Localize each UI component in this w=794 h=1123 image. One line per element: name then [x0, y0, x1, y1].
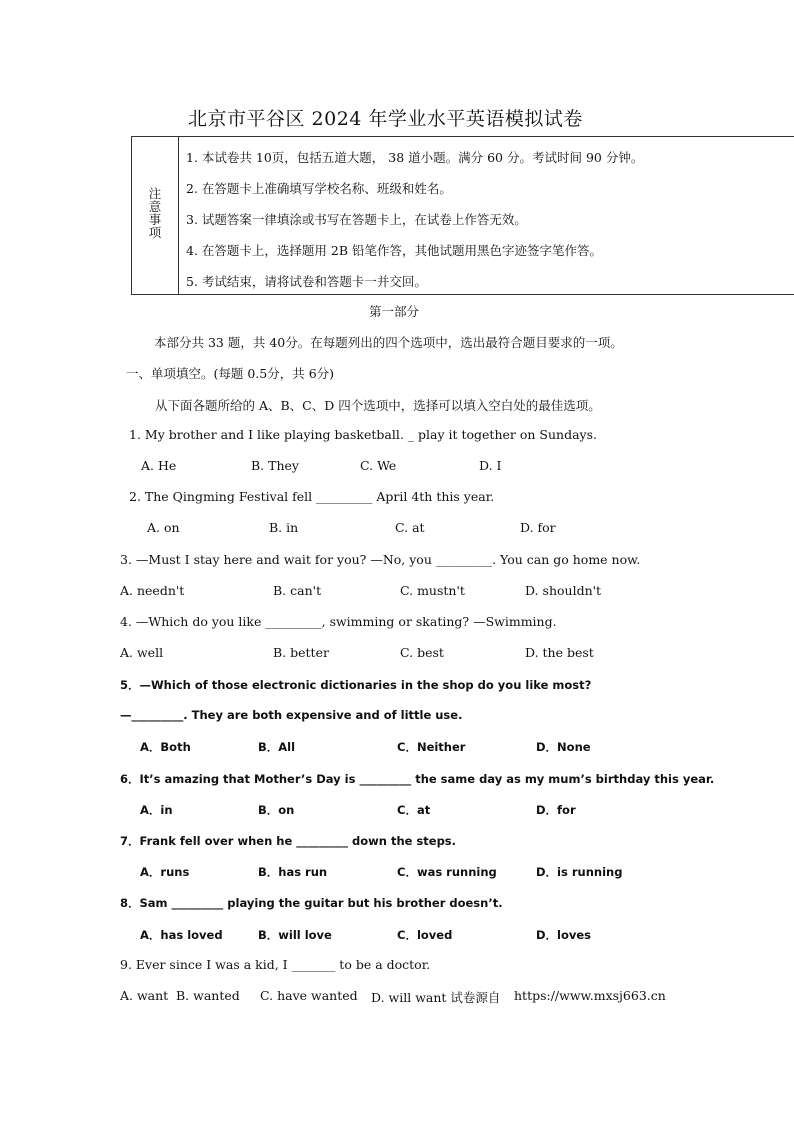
option-a: A. He — [141, 458, 177, 473]
option-c: C．Neither — [397, 740, 466, 754]
option-c: C. We — [360, 458, 397, 473]
option-d: D. will want 试卷源自 — [371, 990, 501, 1005]
option-b: B. wanted — [176, 988, 240, 1003]
option-b: B. in — [269, 520, 299, 535]
question-stem: 4. —Which do you like _________, swimming or skating? —Swimming. — [120, 614, 557, 629]
option-c: C．was running — [397, 865, 497, 879]
option-d: D．None — [536, 740, 591, 754]
notice-item: 1. 本试卷共 10页，包括五道大题， 38 道小题。满分 60 分。考试时间 90 分钟。 — [186, 150, 644, 165]
option-a: A．in — [140, 803, 173, 817]
question-stem: 9. Ever since I was a kid, I _______ to be a doctor. — [120, 957, 431, 972]
part-title: 第一部分 — [369, 304, 420, 319]
question-stem: 2. The Qingming Festival fell _________ April 4th this year. — [129, 489, 495, 504]
option-b: B. better — [273, 645, 329, 660]
option-b: B．will love — [258, 928, 332, 942]
option-a: A. want — [120, 988, 169, 1003]
option-a: A. needn't — [120, 583, 185, 598]
part-intro: 本部分共 33 题，共 40分。在每题列出的四个选项中，选出最符合题目要求的一项。 — [154, 335, 623, 350]
question-stem: 7．Frank fell over when he _________ down the steps. — [120, 834, 457, 848]
option-c: C．loved — [397, 928, 453, 942]
option-a: A. on — [147, 520, 180, 535]
notice-box — [131, 136, 794, 295]
question-stem: 3. —Must I stay here and wait for you? —No, you _________. You can go home now. — [120, 552, 641, 567]
option-a: A．has loved — [140, 928, 223, 942]
option-c: C. at — [395, 520, 425, 535]
option-a: A．Both — [140, 740, 191, 754]
option-d: D. for — [520, 520, 556, 535]
question-stem-continued: —_________. They are both expensive and of little use. — [120, 708, 463, 722]
notice-label-cell — [132, 137, 179, 294]
option-c: C. have wanted — [260, 988, 358, 1003]
notice-item: 5. 考试结束，请将试卷和答题卡一并交回。 — [186, 274, 427, 289]
option-b: B. can't — [273, 583, 322, 598]
question-stem: 6．It’s amazing that Mother’s Day is _________ the same day as my mum’s birthday this year. — [120, 772, 715, 786]
option-a: A. well — [120, 645, 164, 660]
option-b: B. They — [251, 458, 299, 473]
option-c: C. best — [400, 645, 444, 660]
question-stem: 5．—Which of those electronic dictionaries in the shop do you like most? — [120, 678, 592, 692]
option-d: D. I — [479, 458, 502, 473]
option-b: B．on — [258, 803, 295, 817]
option-c: C．at — [397, 803, 431, 817]
option-c: C. mustn't — [400, 583, 465, 598]
exam-title: 北京市平谷区 2024 年学业水平英语模拟试卷 — [188, 108, 583, 130]
option-d: D．loves — [536, 928, 592, 942]
option-a: A．runs — [140, 865, 190, 879]
notice-item: 3. 试题答案一律填涂或书写在答题卡上，在试卷上作答无效。 — [186, 212, 527, 227]
option-b: B．has run — [258, 865, 328, 879]
question-stem: 1. My brother and I like playing basketball. _ play it together on Sundays. — [129, 427, 597, 442]
option-d: D．is running — [536, 865, 623, 879]
section-instruction: 从下面各题所给的 A、B、C、D 四个选项中，选择可以填入空白处的最佳选项。 — [155, 398, 601, 413]
source-url-link[interactable]: https://www.mxsj663.cn — [514, 988, 666, 1003]
option-d: D. the best — [525, 645, 594, 660]
option-b: B．All — [258, 740, 296, 754]
notice-item: 4. 在答题卡上，选择题用 2B 铅笔作答，其他试题用黑色字迹签字笔作答。 — [186, 243, 602, 258]
notice-item: 2. 在答题卡上准确填写学校名称、班级和姓名。 — [186, 181, 452, 196]
notice-label: 注意事项 — [148, 186, 162, 240]
option-d: D. shouldn't — [525, 583, 602, 598]
section-title: 一、单项填空。(每题 0.5分，共 6分) — [126, 366, 335, 381]
option-d: D．for — [536, 803, 576, 817]
question-stem: 8．Sam _________ playing the guitar but his brother doesn’t. — [120, 896, 503, 910]
